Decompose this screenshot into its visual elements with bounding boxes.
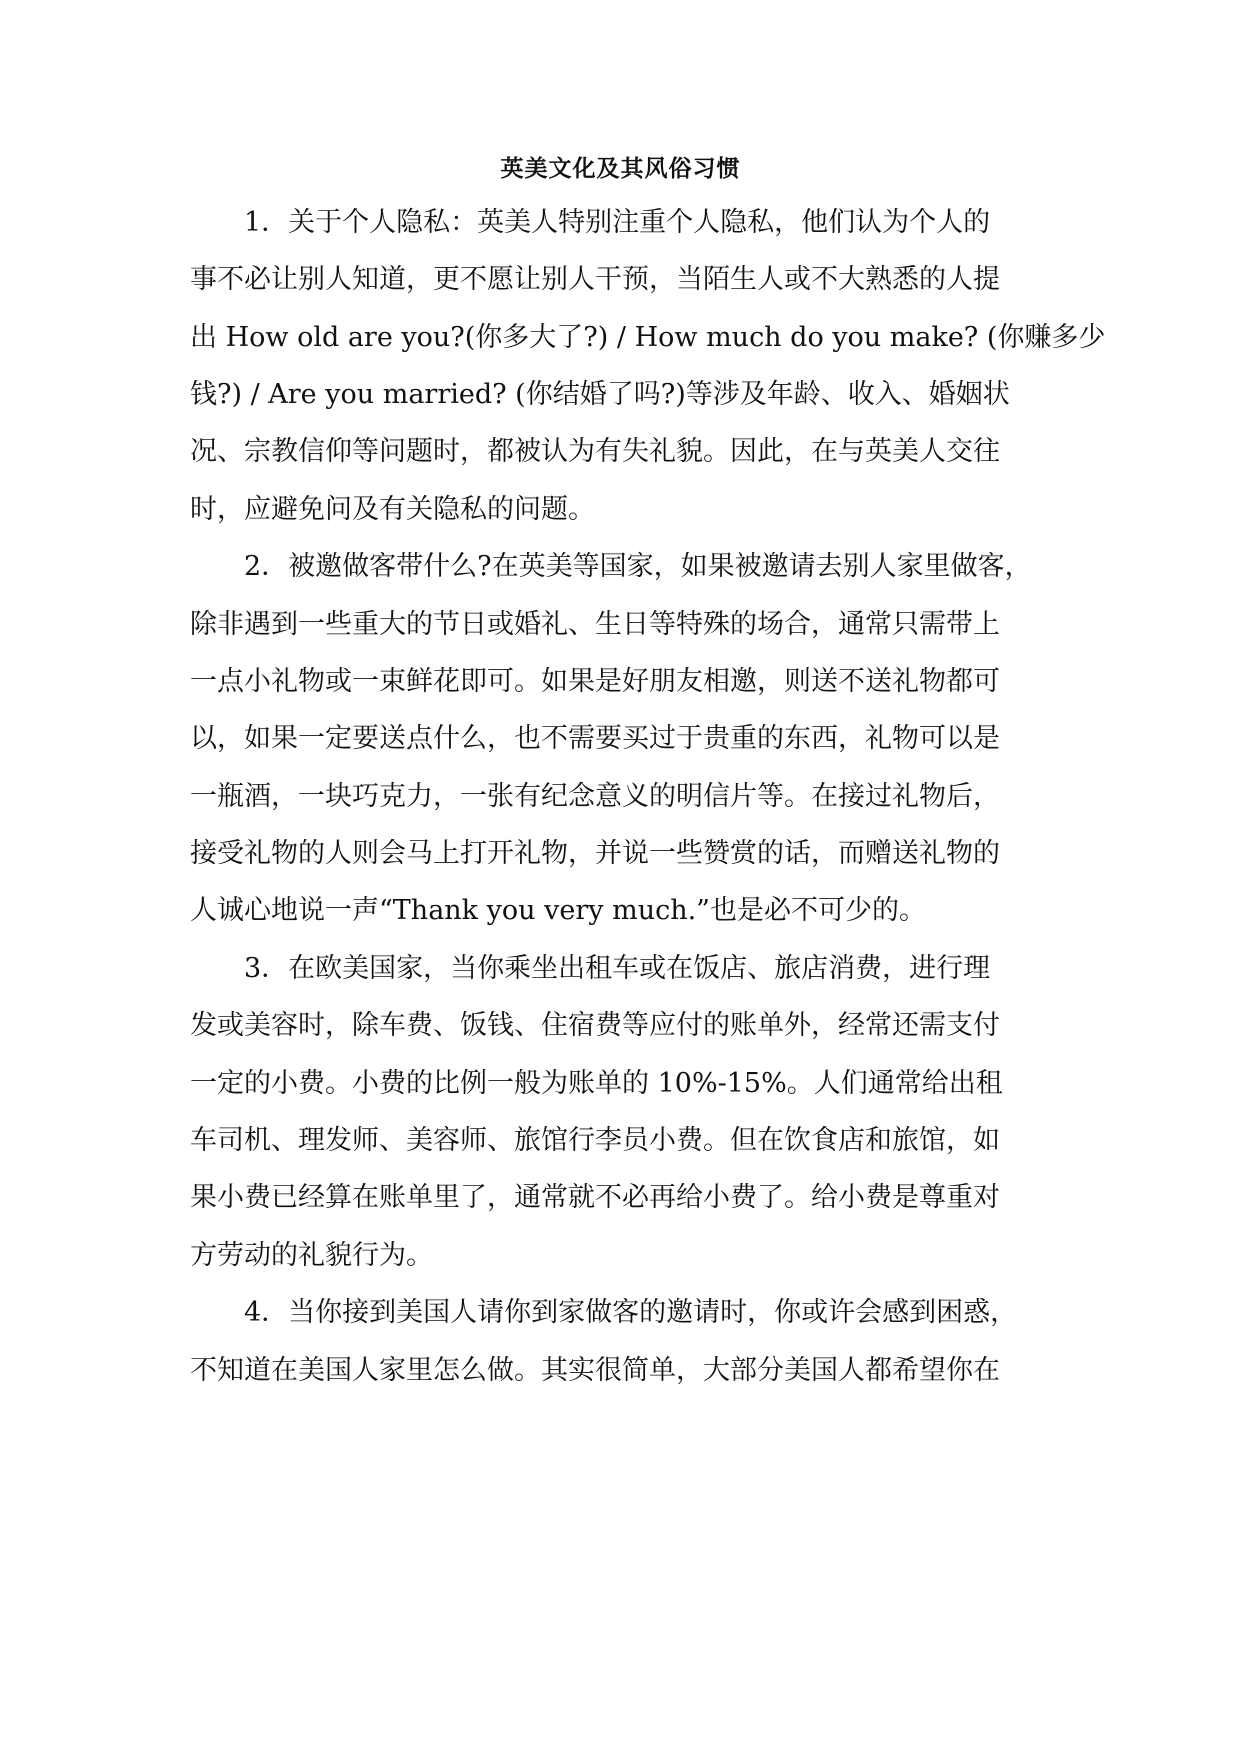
paragraph-1-line-3: 出 How old are you?(你多大了?) / How much do you make? (你赚多少 bbox=[190, 322, 1106, 353]
paragraph-2-line-1: 2．被邀做客带什么?在英美等国家，如果被邀请去别人家里做客， bbox=[244, 551, 1032, 582]
paragraph-1-line-6: 时，应避免问及有关隐私的问题。 bbox=[190, 494, 595, 525]
paragraph-2-line-7: 人诚心地说一声“Thank you very much.”也是必不可少的。 bbox=[190, 895, 926, 926]
paragraph-4-line-1: 4．当你接到美国人请你到家做客的邀请时，你或许会感到困惑， bbox=[244, 1297, 1018, 1328]
paragraph-3-line-2: 发或美容时，除车费、饭钱、住宿费等应付的账单外，经常还需支付 bbox=[190, 1010, 1000, 1041]
paragraph-2-line-4: 以，如果一定要送点什么，也不需要买过于贵重的东西，礼物可以是 bbox=[190, 723, 1000, 754]
paragraph-1-line-4: 钱?) / Are you married? (你结婚了吗?)等涉及年龄、收入、婚姻状 bbox=[190, 379, 1010, 410]
paragraph-2-line-2: 除非遇到一些重大的节日或婚礼、生日等特殊的场合，通常只需带上 bbox=[190, 609, 1000, 640]
paragraph-1-line-5: 况、宗教信仰等问题时，都被认为有失礼貌。因此，在与英美人交往 bbox=[190, 436, 1000, 467]
paragraph-1-line-1: 1．关于个人隐私：英美人特别注重个人隐私，他们认为个人的 bbox=[244, 207, 991, 238]
paragraph-3-line-6: 方劳动的礼貌行为。 bbox=[190, 1240, 433, 1271]
document-title: 英美文化及其风俗习惯 bbox=[500, 155, 741, 182]
paragraph-3-line-1: 3．在欧美国家，当你乘坐出租车或在饭店、旅店消费，进行理 bbox=[244, 953, 991, 984]
paragraph-2-line-3: 一点小礼物或一束鲜花即可。如果是好朋友相邀，则送不送礼物都可 bbox=[190, 666, 1000, 697]
paragraph-2-line-5: 一瓶酒，一块巧克力，一张有纪念意义的明信片等。在接过礼物后， bbox=[190, 781, 1000, 812]
paragraph-3-line-3: 一定的小费。小费的比例一般为账单的 10%-15%。人们通常给出租 bbox=[190, 1068, 1003, 1099]
paragraph-4-line-2: 不知道在美国人家里怎么做。其实很简单，大部分美国人都希望你在 bbox=[190, 1355, 1000, 1386]
paragraph-3-line-5: 果小费已经算在账单里了，通常就不必再给小费了。给小费是尊重对 bbox=[190, 1182, 1000, 1213]
paragraph-2-line-6: 接受礼物的人则会马上打开礼物，并说一些赞赏的话，而赠送礼物的 bbox=[190, 838, 1000, 869]
paragraph-3-line-4: 车司机、理发师、美容师、旅馆行李员小费。但在饮食店和旅馆，如 bbox=[190, 1125, 1000, 1156]
paragraph-1-line-2: 事不必让别人知道，更不愿让别人干预，当陌生人或不大熟悉的人提 bbox=[190, 264, 1000, 295]
